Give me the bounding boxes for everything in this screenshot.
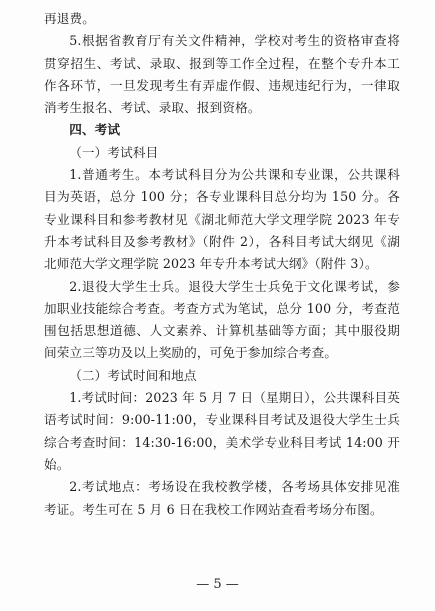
subheading-exam-time-place: （二）考试时间和地点 — [69, 367, 197, 383]
paragraph-refund-continuation: 再退费。 — [44, 11, 95, 26]
paragraph-exam-time: 1.考试时间：2023 年 5 月 7 日（星期日），公共课科目英语考试时间：9:00-11:00，专业课科目考试及退役大学生士兵综合考查时间：14:30-16:00，美术学专业科目考试 14:00 开始。 — [44, 390, 400, 472]
document-body — [44, 8, 400, 521]
paragraph-qualification-review: 5.根据省教育厅有关文件精神，学校对考生的资格审查将贯穿招生、考试、录取、报到等工作全过程，在整个专升本工作各环节，一旦发现考生有弄虚作假、违规违纪行为，一律取消考生报名、考试、录取、报到资格。 — [44, 33, 400, 116]
section-heading-exam: 四、考试 — [69, 122, 121, 138]
paragraph-exam-location: 2.考试地点：考场设在我校教学楼，各考场具体安排见准考证。考生可在 5 月 6 日在我校工作网站查看考场分布图。 — [44, 479, 400, 517]
page-number: — 5 — — [196, 577, 239, 592]
subheading-exam-subjects: （一）考试科目 — [69, 144, 159, 160]
paragraph-veteran-candidates: 2.退役大学生士兵。退役大学生士兵免于文化课考试，参加职业技能综合考查。考查方式为笔试，总分 100 分，考查范围包括思想道德、人文素养、计算机基础等方面；其中服役期间荣立三等功及以上奖励的，可免于参加综合考查。 — [44, 278, 400, 361]
paragraph-regular-candidates: 1.普通考生。本考试科目分为公共课和专业课，公共课科目为英语，总分 100 分；各专业课科目总分均为 150 分。各专业课科目和参考教材见《湖北师范大学文理学院 2023 年专升本考试科目及参考教材》（附件 2），各科目考试大纲见《湖北师范大学文理学院 2023 年专升本考试大纲》（附件 3）。 — [44, 167, 400, 272]
